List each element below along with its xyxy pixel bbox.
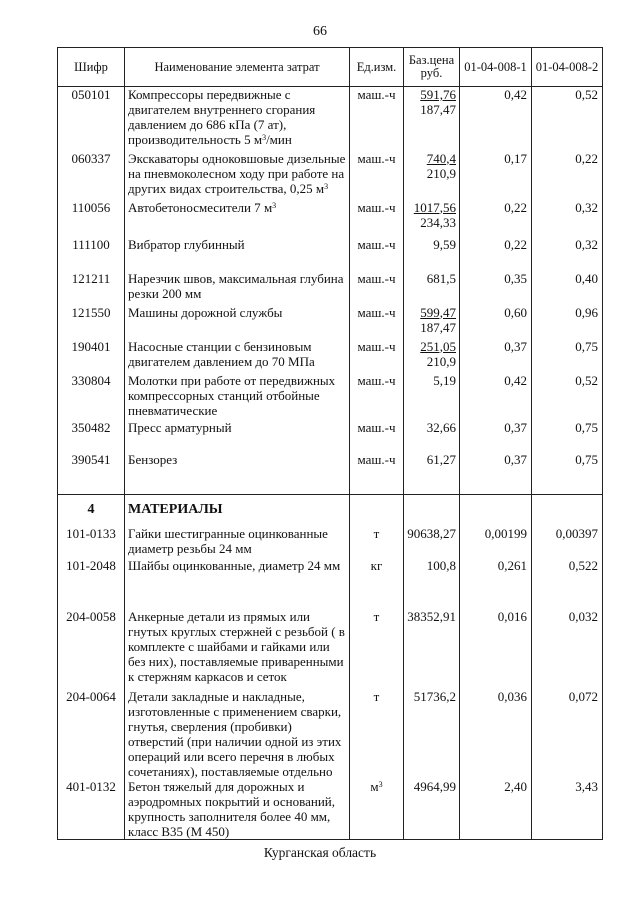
cell-col1: 0,22 xyxy=(460,237,532,271)
cell-col1: 0,036 xyxy=(460,689,532,779)
cell-unit: маш.-ч xyxy=(350,339,404,373)
cell-col1: 2,40 xyxy=(460,779,532,840)
table-row xyxy=(58,420,603,452)
price-base: 599,47 xyxy=(420,304,456,320)
cell-code: 111100 xyxy=(58,237,125,271)
table-row xyxy=(58,151,603,200)
table-row xyxy=(58,452,603,495)
cell-price: 681,5 xyxy=(404,271,460,305)
cell-unit: т xyxy=(350,526,404,558)
cell-name: Гайки шестигранные оцинкованные диаметр резьбы 24 мм xyxy=(125,526,350,558)
price-wage: 187,47 xyxy=(420,319,456,335)
cell-code: 110056 xyxy=(58,200,125,237)
table-header-row xyxy=(58,48,603,87)
cell-price xyxy=(404,305,460,339)
cell-col2: 0,22 xyxy=(532,151,603,200)
price-base: 1017,56 xyxy=(413,199,456,215)
table-row xyxy=(58,609,603,689)
cell-col2 xyxy=(532,495,603,526)
cell-col1: 0,17 xyxy=(460,151,532,200)
price-wage: 210,9 xyxy=(426,165,456,181)
cell-name: Анкерные детали из прямых или гнутых круглых стержней с резьбой ( в комплекте с шайбами и гайками или без них), поставляемые приваренными к стержням каркасов и сеток xyxy=(125,609,350,689)
section-row xyxy=(58,495,603,526)
cell-price xyxy=(404,87,460,151)
cell-col2: 0,522 xyxy=(532,558,603,609)
cell-code: 4 xyxy=(58,495,125,526)
cell-code: 204-0064 xyxy=(58,689,125,779)
cell-col2: 0,32 xyxy=(532,200,603,237)
price-wage: 210,9 xyxy=(426,353,456,369)
cell-col2: 0,75 xyxy=(532,339,603,373)
cell-col1: 0,42 xyxy=(460,87,532,151)
cell-price xyxy=(404,151,460,200)
header-unit: Ед.изм. xyxy=(350,48,404,87)
cell-col1: 0,016 xyxy=(460,609,532,689)
cell-name: Бетон тяжелый для дорожных и аэродромных покрытий и оснований, крупность заполнителя более 40 мм, класс В35 (М 450) xyxy=(125,779,350,840)
table-row xyxy=(58,526,603,558)
cell-price: 90638,27 xyxy=(404,526,460,558)
cell-unit: кг xyxy=(350,558,404,609)
price-base: 740,4 xyxy=(426,150,456,166)
cell-col1: 0,37 xyxy=(460,452,532,495)
cell-col1: 0,42 xyxy=(460,373,532,420)
cell-unit: маш.-ч xyxy=(350,200,404,237)
header-col2: 01-04-008-2 xyxy=(532,48,603,87)
cell-col1: 0,60 xyxy=(460,305,532,339)
table-row xyxy=(58,305,603,339)
header-col1: 01-04-008-1 xyxy=(460,48,532,87)
cell-name: Шайбы оцинкованные, диаметр 24 мм xyxy=(125,558,350,609)
cell-price xyxy=(404,200,460,237)
cell-name: Экскаваторы одноковшовые дизельные на пневмоколесном ходу при работе на других видах строительства, 0,25 $м^3$ xyxy=(125,151,350,200)
cell-col2: 0,032 xyxy=(532,609,603,689)
cell-price: 61,27 xyxy=(404,452,460,495)
table-row xyxy=(58,237,603,271)
cell-price: 32,66 xyxy=(404,420,460,452)
cell-name: Вибратор глубинный xyxy=(125,237,350,271)
cell-price: 5,19 xyxy=(404,373,460,420)
cell-unit: маш.-ч xyxy=(350,271,404,305)
price-wage: 187,47 xyxy=(420,102,456,117)
price-base: 251,05 xyxy=(420,338,456,354)
table-body xyxy=(58,87,603,840)
cell-col1: 0,37 xyxy=(460,339,532,373)
table-row xyxy=(58,558,603,609)
price-wage: 234,33 xyxy=(420,214,456,230)
table-row xyxy=(58,779,603,840)
cell-col1: 0,35 xyxy=(460,271,532,305)
cell-price: 4964,99 xyxy=(404,779,460,840)
cell-code: 050101 xyxy=(58,87,125,151)
table-row xyxy=(58,200,603,237)
cell-col2: 0,52 xyxy=(532,373,603,420)
cell-unit xyxy=(350,495,404,526)
cell-price: 9,59 xyxy=(404,237,460,271)
footer-region: Курганская область xyxy=(263,845,377,860)
cell-name: Насосные станции с бензиновым двигателем давлением до 70 МПа xyxy=(125,339,350,373)
cell-code: 330804 xyxy=(58,373,125,420)
cell-col1: 0,37 xyxy=(460,420,532,452)
cell-name: Молотки при работе от передвижных компрессорных станций отбойные пневматические xyxy=(125,373,350,420)
table-row xyxy=(58,87,603,151)
cell-unit: маш.-ч xyxy=(350,237,404,271)
cell-code: 060337 xyxy=(58,151,125,200)
cell-col2: 3,43 xyxy=(532,779,603,840)
cell-col1: 0,00199 xyxy=(460,526,532,558)
cell-unit: маш.-ч xyxy=(350,373,404,420)
cell-code: 390541 xyxy=(58,452,125,495)
cell-code: 121211 xyxy=(58,271,125,305)
cell-unit: маш.-ч xyxy=(350,87,404,151)
cell-unit: маш.-ч xyxy=(350,305,404,339)
cell-name: Детали закладные и накладные, изготовленные с применением сварки, гнутья, сверления (пробивки) отверстий (при наличии одной из этих операций или всего перечня в любых сочетаниях), поставляемые отдельно xyxy=(125,689,350,779)
cell-price: 100,8 xyxy=(404,558,460,609)
cell-price xyxy=(404,495,460,526)
cell-col1 xyxy=(460,495,532,526)
header-name: Наименование элемента затрат xyxy=(125,48,350,87)
cell-unit: т xyxy=(350,609,404,689)
cell-price: 51736,2 xyxy=(404,689,460,779)
cell-unit: $м^3$ xyxy=(350,779,404,840)
cell-col1: 0,261 xyxy=(460,558,532,609)
cell-price: 38352,91 xyxy=(404,609,460,689)
cell-unit: маш.-ч xyxy=(350,151,404,200)
cell-col2: 0,32 xyxy=(532,237,603,271)
cell-col2: 0,52 xyxy=(532,87,603,151)
cell-col2: 0,40 xyxy=(532,271,603,305)
cell-code: 101-0133 xyxy=(58,526,125,558)
cell-price xyxy=(404,339,460,373)
table-row xyxy=(58,373,603,420)
cell-unit: маш.-ч xyxy=(350,452,404,495)
cell-name: Нарезчик швов, максимальная глубина резки 200 мм xyxy=(125,271,350,305)
cell-code: 401-0132 xyxy=(58,779,125,840)
cell-col2: 0,75 xyxy=(532,452,603,495)
cell-unit: маш.-ч xyxy=(350,420,404,452)
cell-unit: т xyxy=(350,689,404,779)
cell-col1: 0,22 xyxy=(460,200,532,237)
cell-col2: 0,072 xyxy=(532,689,603,779)
table-row xyxy=(58,339,603,373)
cell-name: Бензорез xyxy=(125,452,350,495)
cost-table xyxy=(57,47,603,840)
cell-col2: 0,96 xyxy=(532,305,603,339)
cell-name: Автобетоносмесители 7 $м^3$ xyxy=(125,200,350,237)
cell-code: 350482 xyxy=(58,420,125,452)
cell-code: 190401 xyxy=(58,339,125,373)
cell-code: 101-2048 xyxy=(58,558,125,609)
header-price: Баз.цена руб. xyxy=(404,48,460,87)
cell-name: Пресс арматурный xyxy=(125,420,350,452)
cell-col2: 0,75 xyxy=(532,420,603,452)
cell-name: Компрессоры передвижные с двигателем внутреннего сгорания давлением до 686 кПа (7 ат), производительность 5 $м^3$/мин xyxy=(125,87,350,151)
price-base: 591,76 xyxy=(420,87,456,102)
cell-code: 121550 xyxy=(58,305,125,339)
cell-code: 204-0058 xyxy=(58,609,125,689)
header-code: Шифр xyxy=(58,48,125,87)
table-row xyxy=(58,271,603,305)
cell-col2: 0,00397 xyxy=(532,526,603,558)
table-row xyxy=(58,689,603,779)
cell-name: Машины дорожной службы xyxy=(125,305,350,339)
cell-name: МАТЕРИАЛЫ xyxy=(125,495,350,526)
page-number: 66 xyxy=(313,24,327,39)
